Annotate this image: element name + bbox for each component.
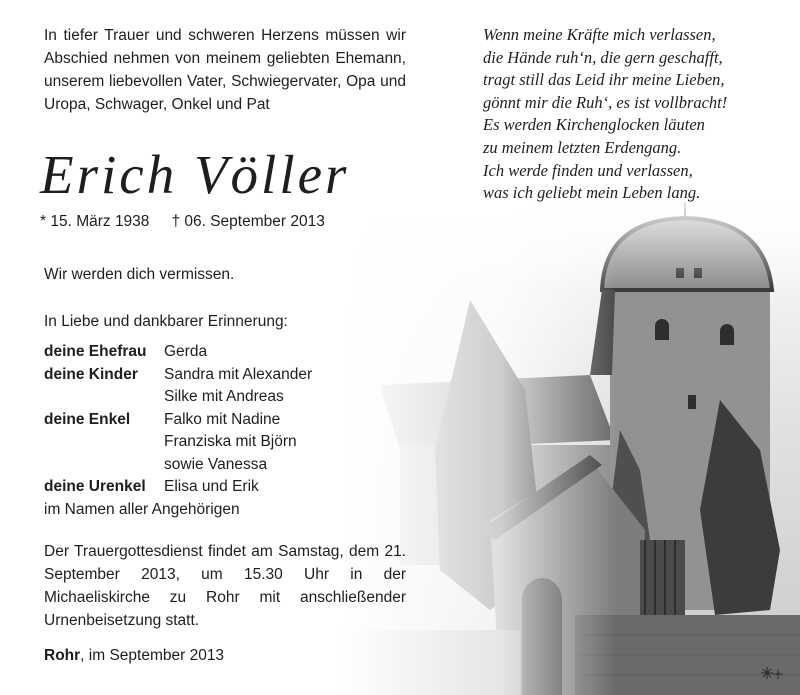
poem-line: zu meinem letzten Erdengang.: [483, 137, 682, 157]
poem-line: gönnt mir die Ruh‘, es ist vollbracht!: [483, 92, 728, 112]
family-row: [44, 476, 312, 499]
family-row: [44, 454, 312, 477]
family-row: [44, 386, 312, 409]
family-relation: [44, 454, 164, 477]
family-relation: deine Enkel: [44, 410, 131, 428]
family-names: Sandra mit Alexander: [164, 365, 313, 383]
church-photo: [340, 190, 800, 695]
family-relation: deine Ehefrau: [44, 343, 147, 360]
flower-logo-icon: [760, 664, 784, 682]
life-dates: [40, 213, 347, 231]
death-date: † 06. September 2013: [171, 213, 325, 230]
family-names: Falko mit Nadine: [164, 410, 281, 428]
family-list: [44, 341, 312, 521]
place-date-line: [44, 647, 224, 665]
family-relation: deine Kinder: [44, 365, 138, 383]
place-date: , im September 2013: [80, 647, 225, 664]
family-names: sowie Vanessa: [164, 455, 268, 473]
all-relatives: im Namen aller Angehörigen: [44, 500, 240, 518]
poem: [483, 24, 783, 205]
poem-line: Es werden Kirchenglocken läuten: [483, 115, 705, 135]
family-row: [44, 431, 312, 454]
poem-line: die Hände ruh‘n, die gern geschafft,: [483, 47, 723, 67]
all-relatives-line: [44, 499, 312, 522]
remembrance-line: In Liebe und dankbarer Erinnerung:: [44, 313, 288, 330]
poem-line: tragt still das Leid ihr meine Lieben,: [483, 70, 725, 90]
deceased-name: Erich Völler: [40, 144, 350, 205]
intro-text: In tiefer Trauer und schweren Herzens müssen wir Abschied nehmen von meinem geliebten Ehemann, unserem liebevollen Vater, Schwiegervater, Opa und Uropa, Schwager, Onkel und Pat: [44, 27, 406, 113]
family-names: Gerda: [164, 343, 208, 360]
family-names: Franziska mit Björn: [164, 433, 297, 450]
family-names: Silke mit Andreas: [164, 388, 284, 405]
family-row: [44, 364, 312, 387]
place-name: Rohr: [44, 647, 81, 664]
family-relation: [44, 386, 164, 409]
missing-line: Wir werden dich vermissen.: [44, 266, 235, 283]
poem-line: Wenn meine Kräfte mich verlassen,: [483, 25, 716, 44]
service-text: Der Trauergottesdienst findet am Samstag, dem 21. September 2013, um 15.30 Uhr in der Michaeliskirche zu Rohr mit anschließender Urnenbeisetzung statt.: [44, 543, 406, 629]
family-relation: deine Urenkel: [44, 478, 146, 495]
family-row: [44, 341, 312, 364]
family-row: [44, 409, 312, 432]
family-names: Elisa und Erik: [164, 478, 259, 495]
poem-line: was ich geliebt mein Leben lang.: [483, 183, 701, 203]
family-relation: [44, 431, 164, 454]
poem-line: Ich werde finden und verlassen,: [483, 160, 693, 180]
birth-date: * 15. März 1938: [40, 213, 150, 230]
